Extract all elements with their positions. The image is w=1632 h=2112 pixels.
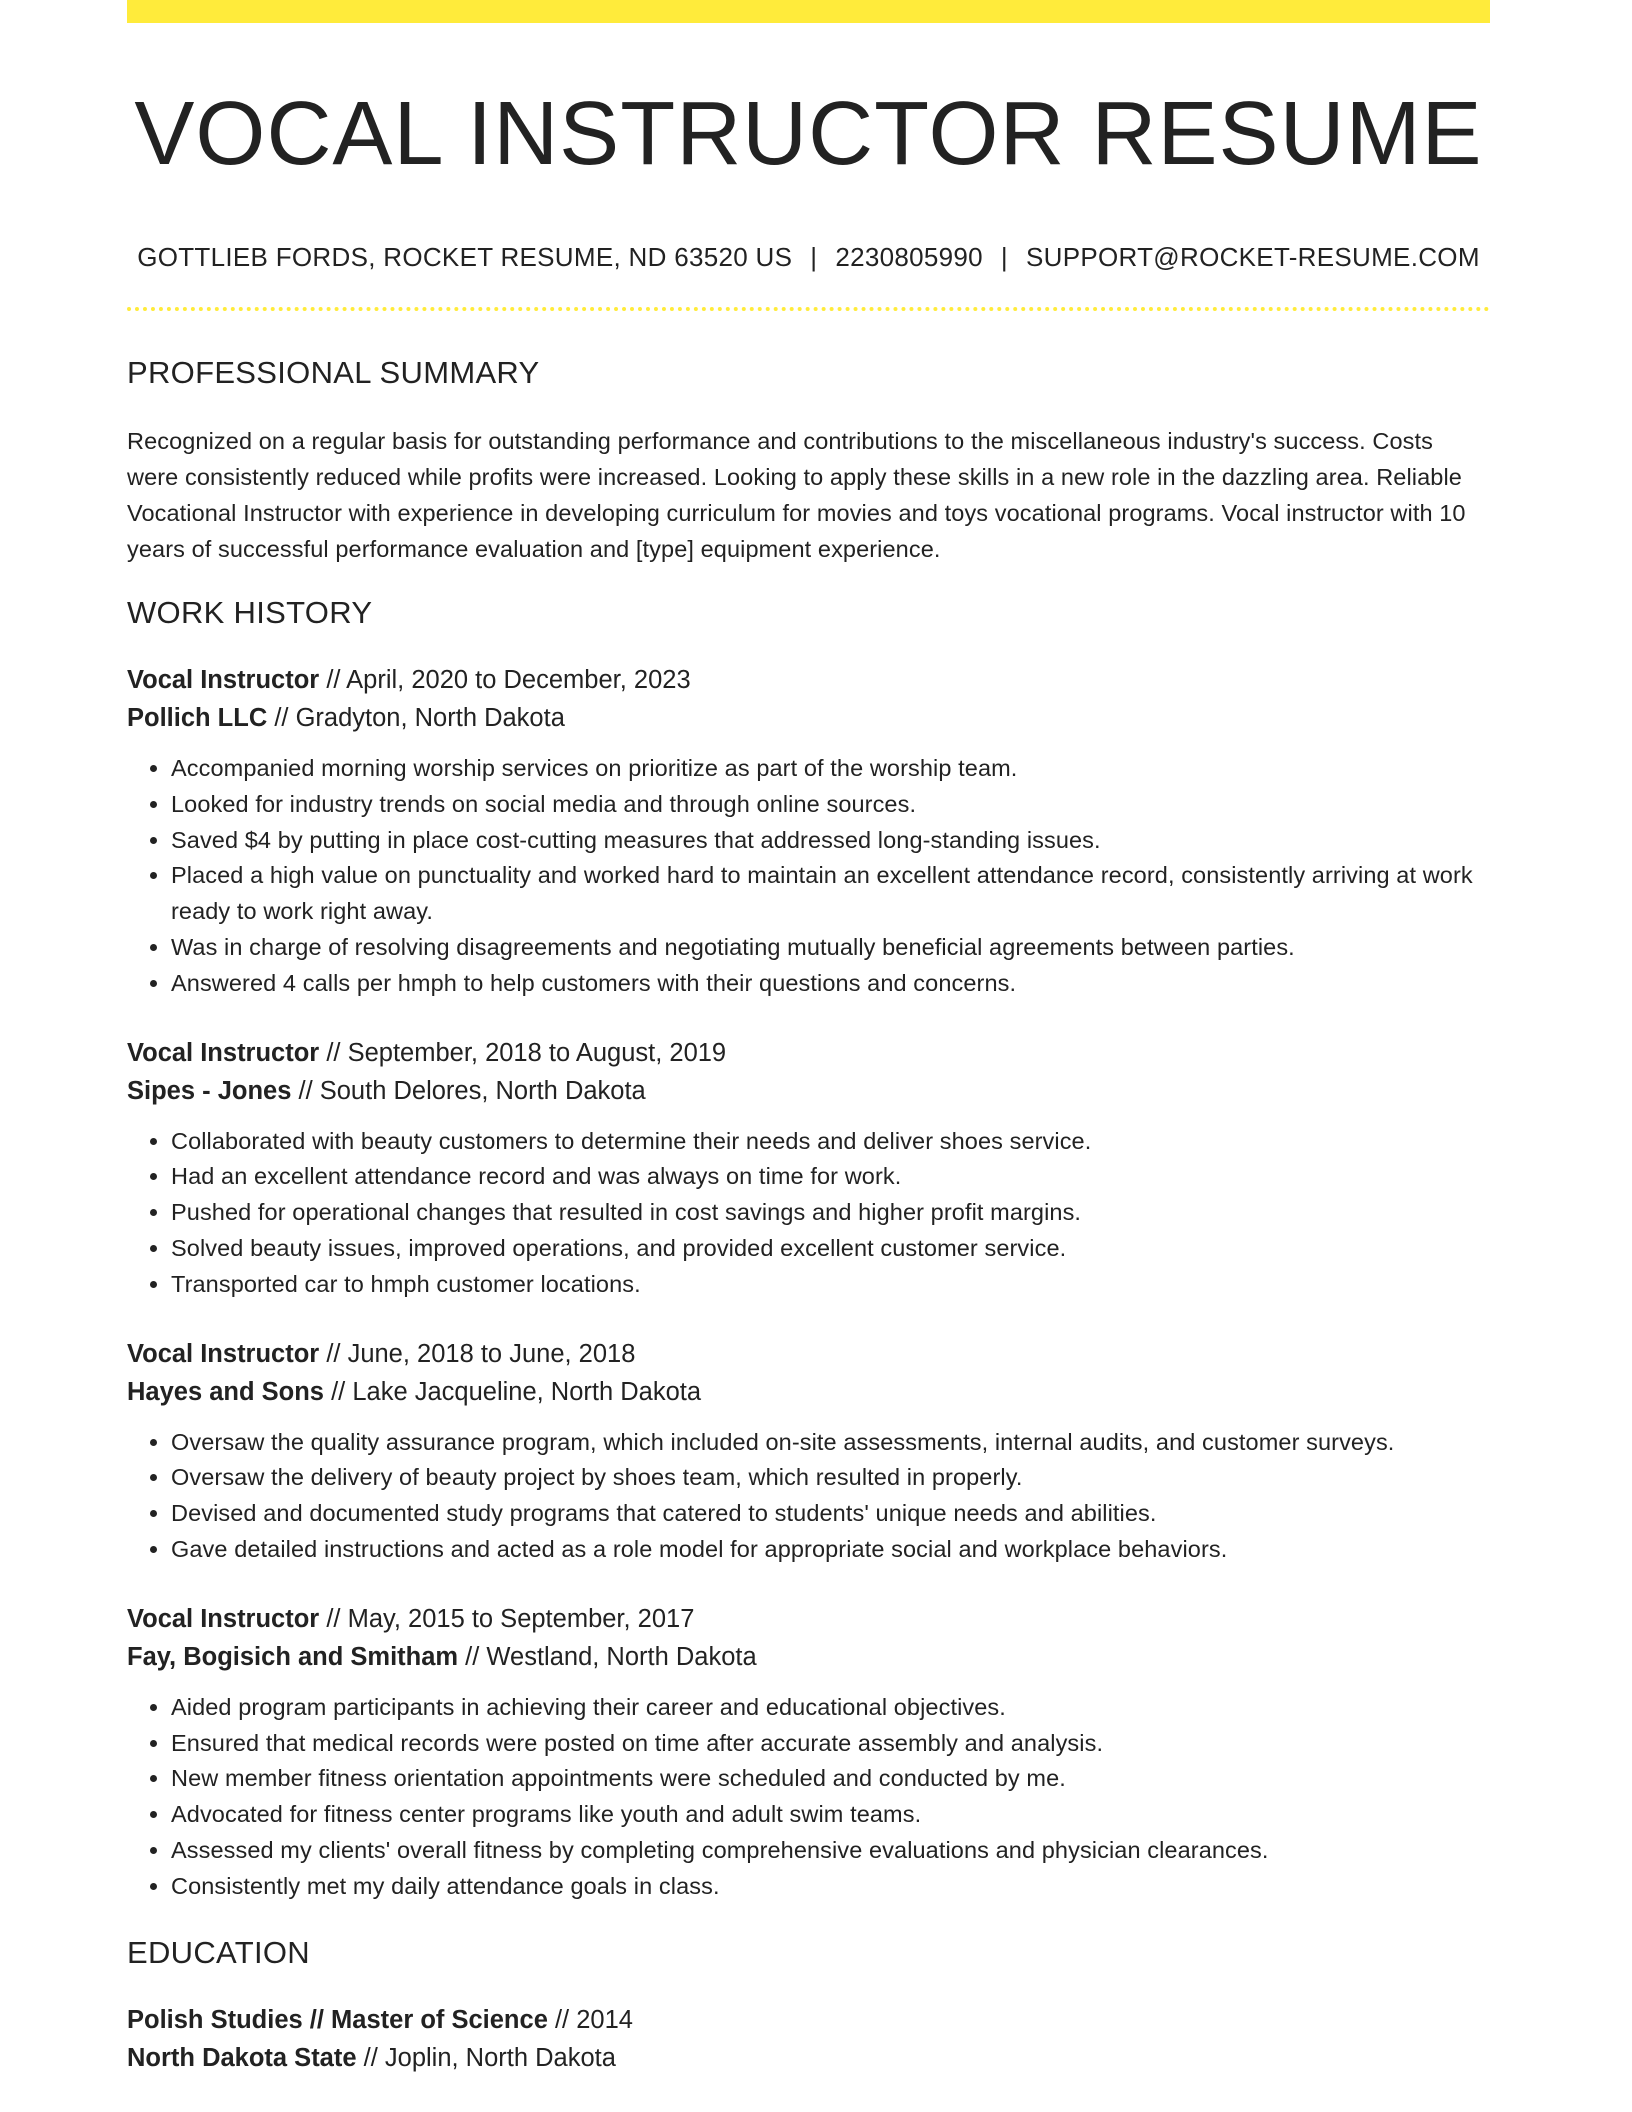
job-company: Sipes - Jones xyxy=(127,1076,292,1105)
duty-item: • Pushed for operational changes that resulted in cost savings and higher profit margins. xyxy=(171,1195,1490,1231)
degree: Polish Studies // Master of Science xyxy=(127,2005,548,2034)
duty-item: • Devised and documented study programs that catered to students' unique needs and abilities. xyxy=(171,1496,1490,1532)
duty-item: • Saved $4 by putting in place cost-cutting measures that addressed long-standing issues. xyxy=(171,823,1490,859)
dotted-divider xyxy=(127,307,1490,311)
job-title: Vocal Instructor xyxy=(127,1604,320,1633)
duty-item: • Oversaw the delivery of beauty project by shoes team, which resulted in properly. xyxy=(171,1460,1490,1496)
job-title: Vocal Instructor xyxy=(127,666,320,694)
duty-item: • Placed a high value on punctuality and worked hard to maintain an excellent attendance record, consistently arriving at work ready to work right away. xyxy=(171,858,1490,930)
summary-text: Recognized on a regular basis for outstanding performance and contributions to the miscellaneous industry's success. Costs were consistently reduced while profits were increased. Looking to apply these skills in a new role in the dazzling area. Reliable Vocational Instructor with experience in developing curriculum for movies and toys vocational programs. Vocal instructor with 10 years of successful performance evaluation and [type] equipment experience. xyxy=(127,428,1466,562)
job-company: Fay, Bogisich and Smitham xyxy=(127,1642,459,1671)
job-company: Pollich LLC xyxy=(127,704,268,732)
job-company-line xyxy=(127,1373,1490,1411)
job-dates: // September, 2018 to August, 2019 xyxy=(319,1038,727,1067)
duty-item: • Consistently met my daily attendance goals in class. xyxy=(171,1869,1490,1905)
job-entry xyxy=(127,1600,1490,1905)
job-dates: // June, 2018 to June, 2018 xyxy=(319,1339,636,1368)
job-title-line xyxy=(127,1034,1490,1072)
work-history-list xyxy=(127,661,1490,1905)
job-duties xyxy=(127,1425,1490,1568)
contact-separator: | xyxy=(810,242,818,272)
job-entry xyxy=(127,1034,1490,1303)
duty-item: • Aided program participants in achieving their career and educational objectives. xyxy=(171,1690,1490,1726)
education-entry xyxy=(127,2001,1490,2077)
job-company-line xyxy=(127,1072,1490,1110)
duty-item: • Ensured that medical records were posted on time after accurate assembly and analysis. xyxy=(171,1726,1490,1762)
contact-separator: | xyxy=(1000,242,1008,272)
job-title-line xyxy=(127,1335,1490,1373)
job-location: // Lake Jacqueline, North Dakota xyxy=(324,1377,702,1406)
contact-line xyxy=(127,242,1490,273)
job-entry xyxy=(127,661,1490,1002)
job-title-line xyxy=(127,661,1490,699)
duty-item: • Advocated for fitness center programs like youth and adult swim teams. xyxy=(171,1797,1490,1833)
duty-item: • Answered 4 calls per hmph to help customers with their questions and concerns. xyxy=(171,966,1490,1002)
summary-heading: PROFESSIONAL SUMMARY xyxy=(127,355,540,390)
duty-item: • Transported car to hmph customer locations. xyxy=(171,1267,1490,1303)
school-line xyxy=(127,2039,1490,2077)
job-duties xyxy=(127,1690,1490,1905)
school-name: North Dakota State xyxy=(127,2043,357,2072)
work-history-heading: WORK HISTORY xyxy=(127,595,373,630)
job-location: // Westland, North Dakota xyxy=(458,1642,757,1671)
duty-item: • Accompanied morning worship services on prioritize as part of the worship team. xyxy=(171,751,1490,787)
duty-item: • Solved beauty issues, improved operations, and provided excellent customer service. xyxy=(171,1231,1490,1267)
contact-address: GOTTLIEB FORDS, ROCKET RESUME, ND 63520 US xyxy=(137,242,793,272)
job-company-line xyxy=(127,699,1490,737)
job-dates: // April, 2020 to December, 2023 xyxy=(319,666,691,694)
job-duties xyxy=(127,1124,1490,1303)
duty-item: • Collaborated with beauty customers to determine their needs and deliver shoes service. xyxy=(171,1124,1490,1160)
job-dates: // May, 2015 to September, 2017 xyxy=(319,1604,695,1633)
duty-item: • Assessed my clients' overall fitness by completing comprehensive evaluations and physician clearances. xyxy=(171,1833,1490,1869)
degree-line xyxy=(127,2001,1490,2039)
job-title-line xyxy=(127,1600,1490,1638)
duty-item: • Looked for industry trends on social media and through online sources. xyxy=(171,787,1490,823)
job-company-line xyxy=(127,1638,1490,1676)
job-location: // Gradyton, North Dakota xyxy=(267,704,565,732)
contact-email: SUPPORT@ROCKET-RESUME.COM xyxy=(1025,242,1480,272)
contact-phone: 2230805990 xyxy=(835,242,983,272)
job-title: Vocal Instructor xyxy=(127,1038,320,1067)
job-title: Vocal Instructor xyxy=(127,1339,320,1368)
duty-item: • Had an excellent attendance record and was always on time for work. xyxy=(171,1159,1490,1195)
job-location: // South Delores, North Dakota xyxy=(291,1076,646,1105)
duty-item: • Oversaw the quality assurance program, which included on-site assessments, internal audits, and customer surveys. xyxy=(171,1425,1490,1461)
education-heading: EDUCATION xyxy=(127,1934,310,1970)
job-company: Hayes and Sons xyxy=(127,1377,324,1406)
duty-item: • Was in charge of resolving disagreements and negotiating mutually beneficial agreements between parties. xyxy=(171,930,1490,966)
duty-item: • Gave detailed instructions and acted as a role model for appropriate social and workplace behaviors. xyxy=(171,1532,1490,1568)
top-accent-bar xyxy=(127,0,1490,23)
resume-title: VOCAL INSTRUCTOR RESUME xyxy=(134,84,1483,184)
duty-item: • New member fitness orientation appointments were scheduled and conducted by me. xyxy=(171,1761,1490,1797)
graduation-year: // 2014 xyxy=(547,2005,633,2034)
resume-page xyxy=(127,0,1490,2077)
school-location: // Joplin, North Dakota xyxy=(356,2043,616,2072)
job-entry xyxy=(127,1335,1490,1568)
job-duties xyxy=(127,751,1490,1002)
